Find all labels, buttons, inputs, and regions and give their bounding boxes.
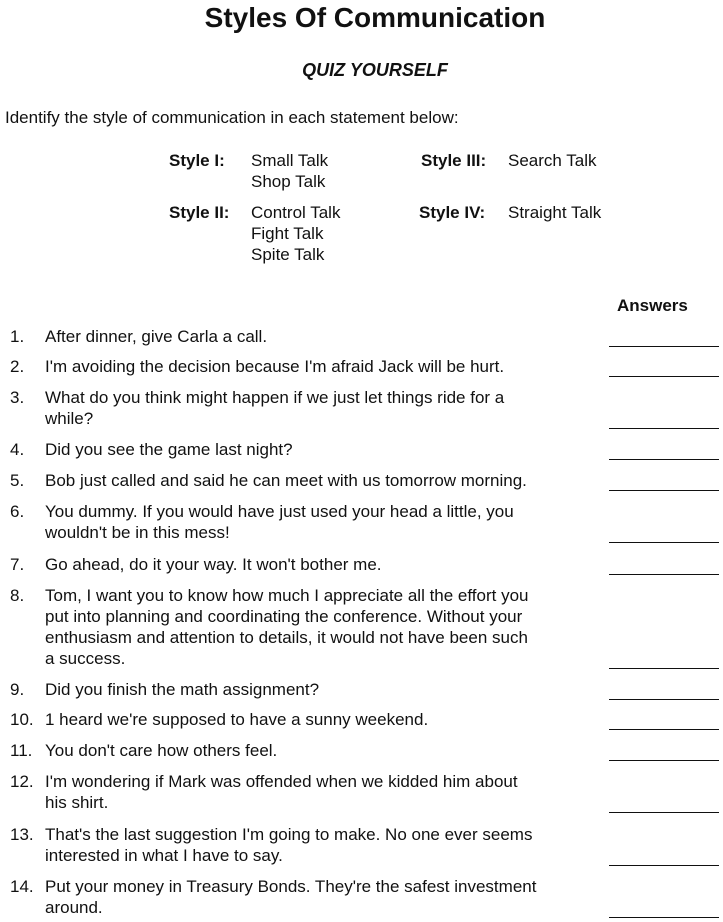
question-text-line: interested in what I have to say. xyxy=(45,846,283,865)
question-text-line: his shirt. xyxy=(45,793,109,812)
answer-blank[interactable] xyxy=(609,574,719,575)
answer-blank[interactable] xyxy=(609,346,719,347)
question-text xyxy=(45,356,585,377)
question-number: 14. xyxy=(10,877,34,896)
question-text-line: put into planning and coordinating the conference. Without your xyxy=(45,607,523,626)
question-text xyxy=(45,876,585,918)
question-text-line: What do you think might happen if we just let things ride for a xyxy=(45,388,505,407)
answer-blank[interactable] xyxy=(609,917,719,918)
question-text-line: while? xyxy=(45,409,94,428)
question-text-line: You don't care how others feel. xyxy=(45,741,278,760)
question-number: 11. xyxy=(10,741,33,760)
question-text-line: I'm wondering if Mark was offended when we kidded him about xyxy=(45,772,518,791)
question-text xyxy=(45,554,585,575)
answer-blank[interactable] xyxy=(609,428,719,429)
answer-blank[interactable] xyxy=(609,459,719,460)
question-number: 5. xyxy=(10,471,25,490)
style-items xyxy=(508,150,597,171)
answer-blank[interactable] xyxy=(609,865,719,866)
question-text xyxy=(45,501,585,543)
style-item: Control Talk xyxy=(251,203,341,222)
question-text-line: Put your money in Treasury Bonds. They're the safest investment xyxy=(45,877,537,896)
question-number: 9. xyxy=(10,680,25,699)
question-text xyxy=(45,585,585,669)
question-text-line: Did you finish the math assignment? xyxy=(45,680,320,699)
style-label: Style III: xyxy=(421,151,487,170)
question-text-line: After dinner, give Carla a call. xyxy=(45,327,268,346)
question-text-line: Bob just called and said he can meet with us tomorrow morning. xyxy=(45,471,527,490)
instruction-text: Identify the style of communication in each statement below: xyxy=(5,108,459,127)
question-text-line: a success. xyxy=(45,649,126,668)
question-text-line: Did you see the game last night? xyxy=(45,440,293,459)
question-text xyxy=(45,387,585,429)
answer-blank[interactable] xyxy=(609,729,719,730)
question-number: 2. xyxy=(10,357,25,376)
answer-blank[interactable] xyxy=(609,376,719,377)
style-items xyxy=(508,202,601,223)
question-number: 7. xyxy=(10,555,25,574)
page-title: Styles Of Communication xyxy=(204,2,546,33)
question-text-line: I'm avoiding the decision because I'm afraid Jack will be hurt. xyxy=(45,357,505,376)
answer-blank[interactable] xyxy=(609,699,719,700)
question-number: 6. xyxy=(10,502,25,521)
question-text-line: Tom, I want you to know how much I appreciate all the effort you xyxy=(45,586,529,605)
style-item: Search Talk xyxy=(508,151,597,170)
style-item: Fight Talk xyxy=(251,224,324,243)
question-text xyxy=(45,679,585,700)
question-text xyxy=(45,740,585,761)
answer-blank[interactable] xyxy=(609,542,719,543)
answer-blank[interactable] xyxy=(609,490,719,491)
question-number: 8. xyxy=(10,586,25,605)
style-label: Style II: xyxy=(169,203,230,222)
question-text-line: wouldn't be in this mess! xyxy=(45,523,230,542)
style-items xyxy=(251,150,328,192)
question-text-line: Go ahead, do it your way. It won't bother me. xyxy=(45,555,382,574)
question-number: 10. xyxy=(10,710,34,729)
question-text-line: That's the last suggestion I'm going to make. No one ever seems xyxy=(45,825,533,844)
question-text-line: enthusiasm and attention to details, it would not have been such xyxy=(45,628,528,647)
question-number: 12. xyxy=(10,772,34,791)
question-text-line: You dummy. If you would have just used your head a little, you xyxy=(45,502,514,521)
page-subtitle: QUIZ YOURSELF xyxy=(302,60,448,80)
question-number: 1. xyxy=(10,327,25,346)
question-number: 4. xyxy=(10,440,25,459)
style-label: Style IV: xyxy=(419,203,486,222)
question-text-line: 1 heard we're supposed to have a sunny weekend. xyxy=(45,710,429,729)
question-text xyxy=(45,824,585,866)
answers-column-header: Answers xyxy=(617,296,688,315)
question-text xyxy=(45,709,585,730)
question-number: 3. xyxy=(10,388,25,407)
answer-blank[interactable] xyxy=(609,812,719,813)
answer-blank[interactable] xyxy=(609,668,719,669)
question-text xyxy=(45,439,585,460)
question-text-line: around. xyxy=(45,898,103,917)
question-number: 13. xyxy=(10,825,34,844)
style-item: Straight Talk xyxy=(508,203,602,222)
question-text xyxy=(45,326,585,347)
question-text xyxy=(45,470,585,491)
style-item: Small Talk xyxy=(251,151,329,170)
answer-blank[interactable] xyxy=(609,760,719,761)
style-label: Style I: xyxy=(169,151,225,170)
style-item: Shop Talk xyxy=(251,172,326,191)
style-items xyxy=(251,202,340,265)
question-text xyxy=(45,771,585,813)
style-item: Spite Talk xyxy=(251,245,325,264)
